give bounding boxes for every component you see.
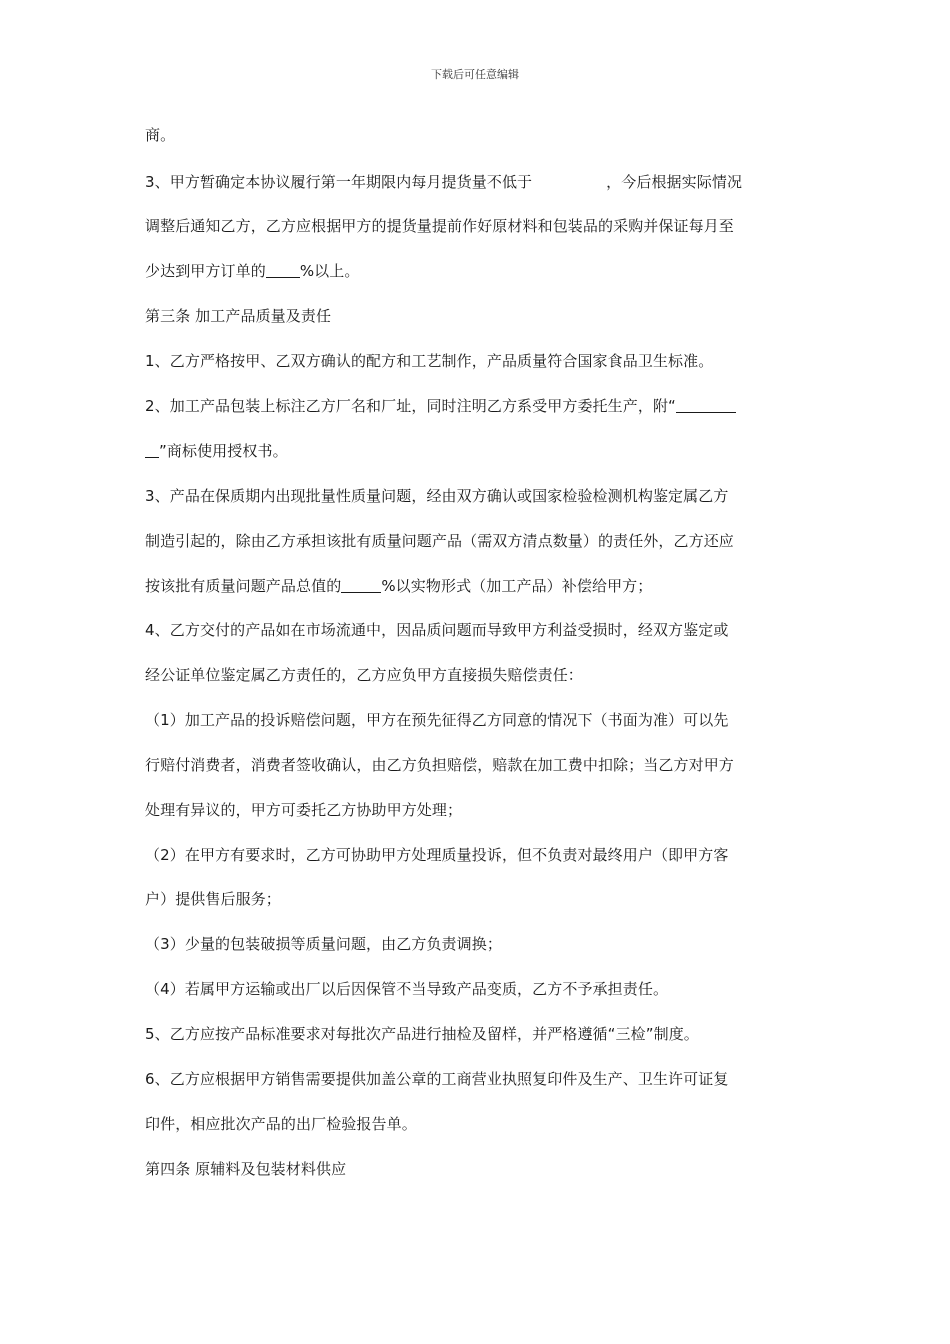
text-segment: 第三条 加工产品质量及责任	[145, 307, 332, 325]
text-segment: ，今后根据实际情况	[606, 173, 743, 191]
paragraph-line	[145, 576, 652, 596]
paragraph-line	[145, 665, 583, 685]
paragraph-line	[145, 1069, 728, 1089]
text-segment: 调整后通知乙方，乙方应根据甲方的提货量提前作好原材料和包装品的采购并保证每月至	[145, 217, 734, 235]
text-segment: 6、乙方应根据甲方销售需要提供加盖公章的工商营业执照复印件及生产、卫生许可证复	[145, 1070, 729, 1088]
paragraph-line	[145, 441, 288, 461]
text-segment: （3）少量的包装破损等质量问题，由乙方负责调换；	[145, 935, 502, 953]
text-segment: 第四条 原辅料及包装材料供应	[145, 1160, 347, 1178]
paragraph-line	[145, 889, 281, 909]
text-segment: 商。	[145, 126, 176, 144]
paragraph-line	[145, 351, 713, 371]
text-segment: %以实物形式（加工产品）补偿给甲方；	[381, 577, 653, 595]
text-segment: （1）加工产品的投诉赔偿问题，甲方在预先征得乙方同意的情况下（书面为准）可以先	[145, 711, 729, 729]
text-segment: 印件，相应批次产品的出厂检验报告单。	[145, 1115, 417, 1133]
paragraph-line	[145, 1114, 417, 1134]
paragraph-line	[145, 845, 728, 865]
paragraph-line	[145, 396, 736, 416]
text-segment: 4、乙方交付的产品如在市场流通中，因品质问题而导致甲方利益受损时，经双方鉴定或	[145, 621, 729, 639]
paragraph-line	[145, 486, 728, 506]
text-segment: （4）若属甲方运输或出厂以后因保管不当导致产品变质，乙方不予承担责任。	[145, 980, 669, 998]
paragraph-line	[145, 172, 742, 192]
text-segment: 2、加工产品包装上标注乙方厂名和厂址，同时注明乙方系受甲方委托生产，附“	[145, 397, 676, 415]
blank-underline	[266, 262, 300, 278]
blank-underline	[145, 442, 159, 458]
text-segment: 按该批有质量问题产品总值的	[145, 577, 342, 595]
text-segment: 5、乙方应按产品标准要求对每批次产品进行抽检及留样，并严格遵循“三检”制度。	[145, 1025, 699, 1043]
paragraph-line	[145, 979, 668, 999]
paragraph-line	[145, 800, 462, 820]
paragraph-line	[145, 125, 175, 145]
text-segment: 户）提供售后服务；	[145, 890, 281, 908]
section-heading	[145, 1159, 346, 1179]
text-segment: 3、甲方暂确定本协议履行第一年期限内每月提货量不低于	[145, 173, 533, 191]
section-heading	[145, 306, 331, 326]
paragraph-line	[145, 934, 502, 954]
paragraph-line	[145, 1024, 699, 1044]
text-segment: 3、产品在保质期内出现批量性质量问题，经由双方确认或国家检验检测机构鉴定属乙方	[145, 487, 729, 505]
text-segment: %以上。	[299, 262, 360, 280]
paragraph-line	[145, 620, 728, 640]
page-header: 下载后可任意编辑	[431, 68, 519, 81]
paragraph-line	[145, 531, 734, 551]
text-segment: 行赔付消费者，消费者签收确认，由乙方负担赔偿，赔款在加工费中扣除；当乙方对甲方	[145, 756, 734, 774]
paragraph-line	[145, 710, 728, 730]
blank-underline	[676, 397, 736, 413]
text-segment: 处理有异议的，甲方可委托乙方协助甲方处理；	[145, 801, 463, 819]
blank-underline	[341, 577, 381, 593]
paragraph-line	[145, 755, 734, 775]
text-segment: 1、乙方严格按甲、乙双方确认的配方和工艺制作，产品质量符合国家食品卫生标准。	[145, 352, 714, 370]
text-segment: ”商标使用授权书。	[159, 442, 288, 460]
text-segment: 制造引起的，除由乙方承担该批有质量问题产品（需双方清点数量）的责任外，乙方还应	[145, 532, 734, 550]
text-segment: 少达到甲方订单的	[145, 262, 266, 280]
text-segment: 经公证单位鉴定属乙方责任的，乙方应负甲方直接损失赔偿责任：	[145, 666, 583, 684]
text-segment: （2）在甲方有要求时，乙方可协助甲方处理质量投诉，但不负责对最终用户（即甲方客	[145, 846, 729, 864]
paragraph-line	[145, 261, 359, 281]
paragraph-line	[145, 216, 734, 236]
